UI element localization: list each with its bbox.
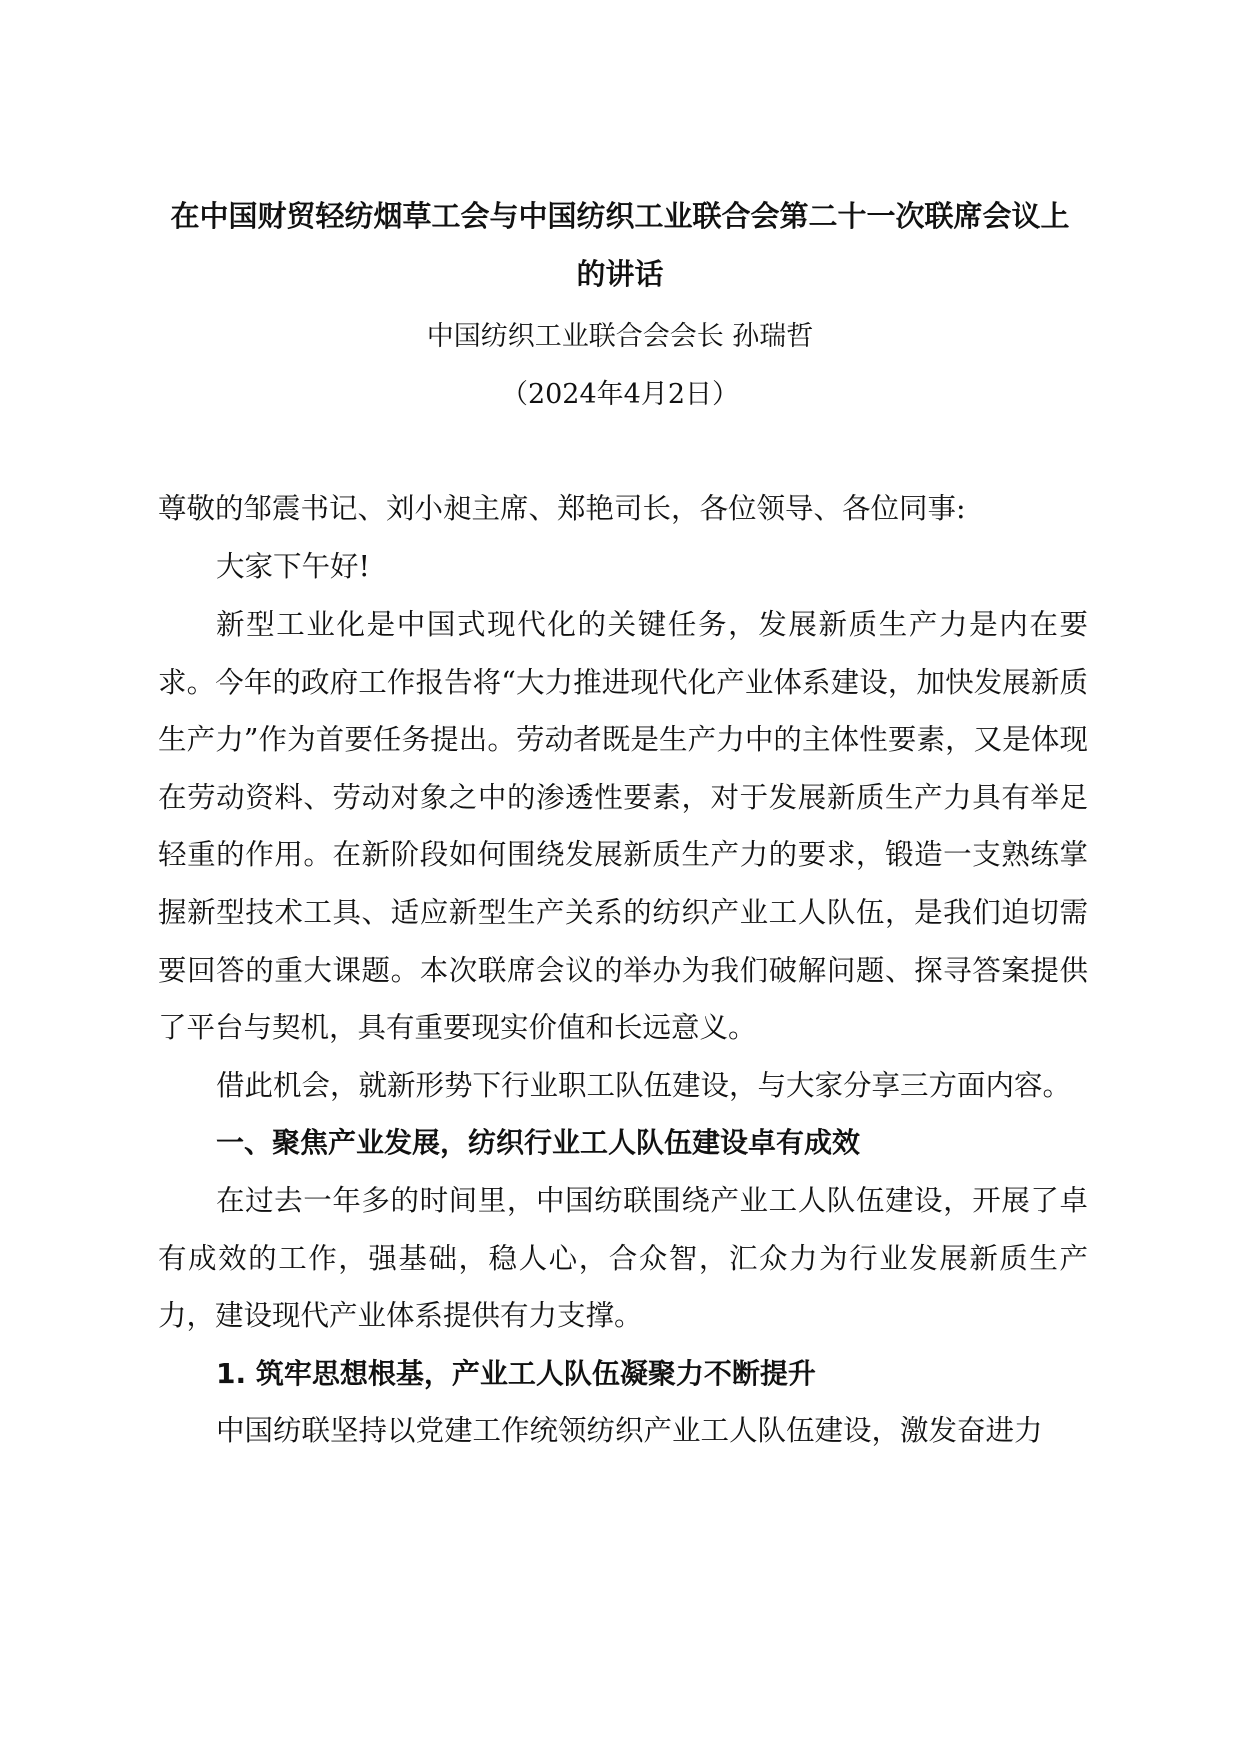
greeting-text: 大家下午好!	[216, 550, 370, 583]
speaker-byline: 中国纺织工业联合会会长 孙瑞哲	[426, 321, 814, 352]
document-title-line-2: 的讲话	[576, 257, 664, 291]
subsection-heading-1: 1. 筑牢思想根基，产业工人队伍凝聚力不断提升	[216, 1356, 816, 1390]
subsection-1-paragraph: 中国纺联坚持以党建工作统领纺织产业工人队伍建设，激发奋进力	[216, 1414, 1043, 1448]
speech-date: （2024年4月2日）	[500, 379, 740, 410]
section-1-paragraph: 在过去一年多的时间里，中国纺联围绕产业工人队伍建设，开展了卓有成效的工作，强基础，稳人心，合众智，汇众力为行业发展新质生产力，建设现代产业体系提供有力支撑。	[158, 1183, 1088, 1333]
section-heading-1: 一、聚焦产业发展，纺织行业工人队伍建设卓有成效	[216, 1126, 861, 1160]
speech-body	[158, 596, 1088, 1460]
greeting	[158, 538, 1088, 596]
paragraph-intro: 新型工业化是中国式现代化的关键任务，发展新质生产力是内在要求。今年的政府工作报告将“大力推进现代化产业体系建设，加快发展新质生产力”作为首要任务提出。劳动者既是生产力中的主体性要素，又是体现在劳动资料、劳动对象之中的渗透性要素，对于发展新质生产力具有举足轻重的作用。在新阶段如何围绕发展新质生产力的要求，锻造一支熟练掌握新型技术工具、适应新型生产关系的纺织产业工人队伍，是我们迫切需要回答的重大课题。本次联席会议的举办为我们破解问题、探寻答案提供了平台与契机，具有重要现实价值和长远意义。	[158, 608, 1088, 1045]
document-title-line-1: 在中国财贸轻纺烟草工会与中国纺织工业联合会第二十一次联席会议上	[170, 199, 1070, 233]
salutation: 尊敬的邹震书记、刘小昶主席、郑艳司长，各位领导、各位同事:	[158, 492, 966, 525]
paragraph-outline: 借此机会，就新形势下行业职工队伍建设，与大家分享三方面内容。	[216, 1068, 1072, 1102]
